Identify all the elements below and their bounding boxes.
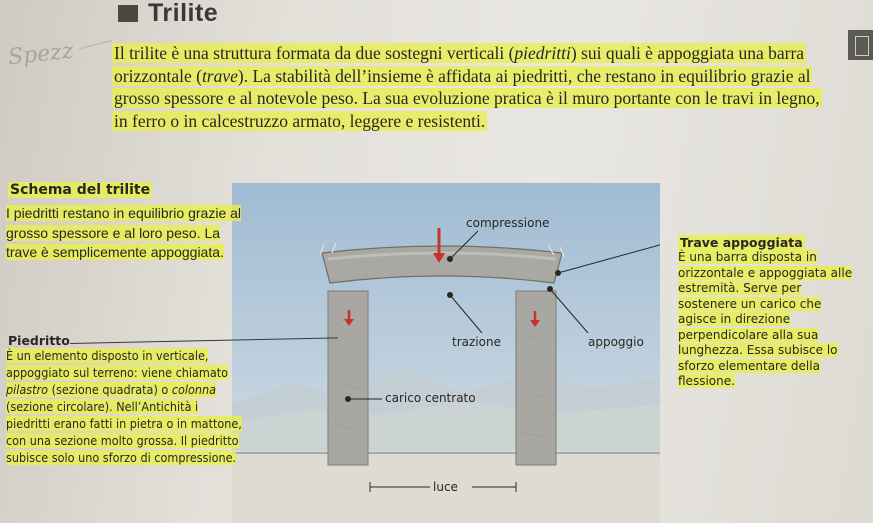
schema-title: Schema del trilite bbox=[10, 182, 151, 198]
page-edge-tab-icon bbox=[855, 36, 869, 56]
label-appoggio: appoggio bbox=[588, 335, 644, 349]
piedritto-body-1: È un elemento disposto in verticale, appoggiato sul terreno: viene chiamato bbox=[6, 348, 229, 380]
label-carico-centrato: carico centrato bbox=[385, 391, 476, 405]
intro-text-before: Il trilite è una struttura formata da due sostegni verticali ( bbox=[114, 43, 515, 63]
label-compressione: compressione bbox=[466, 216, 550, 230]
trilite-diagram bbox=[232, 183, 660, 523]
page-title: Trilite bbox=[148, 0, 219, 27]
intro-paragraph bbox=[112, 42, 832, 132]
intro-trave: trave bbox=[201, 65, 238, 86]
piedritto-title: Piedritto bbox=[8, 333, 70, 348]
trave-body bbox=[678, 250, 858, 390]
trave-body-text: È una barra disposta in orizzontale e appoggiata alle estremità. Serve per sostenere un carico che agisce in direzione perpendicolare alla sua lunghezza. Essa subisce lo sforzo elementare della flessione. bbox=[678, 250, 853, 388]
trave-title: Trave appoggiata bbox=[680, 235, 803, 250]
schema-body bbox=[6, 204, 242, 263]
heading-bullet-icon bbox=[118, 5, 138, 22]
piedritto-body-3: (sezione circolare). Nell’Antichità i piedritti erano fatti in pietra o in mattone, con una sezione molto grossa. Il piedritto subisce solo uno sforzo di compressione. bbox=[6, 399, 242, 465]
piedritto-colonna: colonna bbox=[171, 382, 217, 397]
trilite-illustration bbox=[232, 183, 660, 523]
piedritto-body bbox=[6, 347, 242, 466]
intro-piedritti: piedritti bbox=[514, 43, 571, 63]
label-luce: luce bbox=[433, 480, 458, 494]
pencil-margin-note: Spezz bbox=[6, 38, 75, 71]
label-trazione: trazione bbox=[452, 335, 501, 349]
pencil-scribble bbox=[79, 40, 116, 63]
piedritto-body-2: (sezione quadrata) o bbox=[48, 382, 172, 397]
intro-text-middle: ) sui quali è appoggiata una barra orizzontale ( bbox=[114, 43, 805, 86]
schema-body-text: I piedritti restano in equilibrio grazie al grosso spessore e al loro peso. La trave è semplicemente appoggiata. bbox=[6, 205, 242, 260]
section-heading bbox=[118, 0, 218, 26]
intro-text-after: ). La stabilità dell’insieme è affidata ai piedritti, che restano in equilibrio grazie al grosso spessore e al notevole peso. La sua evoluzione pratica è il muro portante con le travi in legno, in ferro o in calcestruzzo armato, leggere e resistenti. bbox=[114, 65, 820, 131]
piedritto-pilastro: pilastro bbox=[6, 382, 49, 397]
